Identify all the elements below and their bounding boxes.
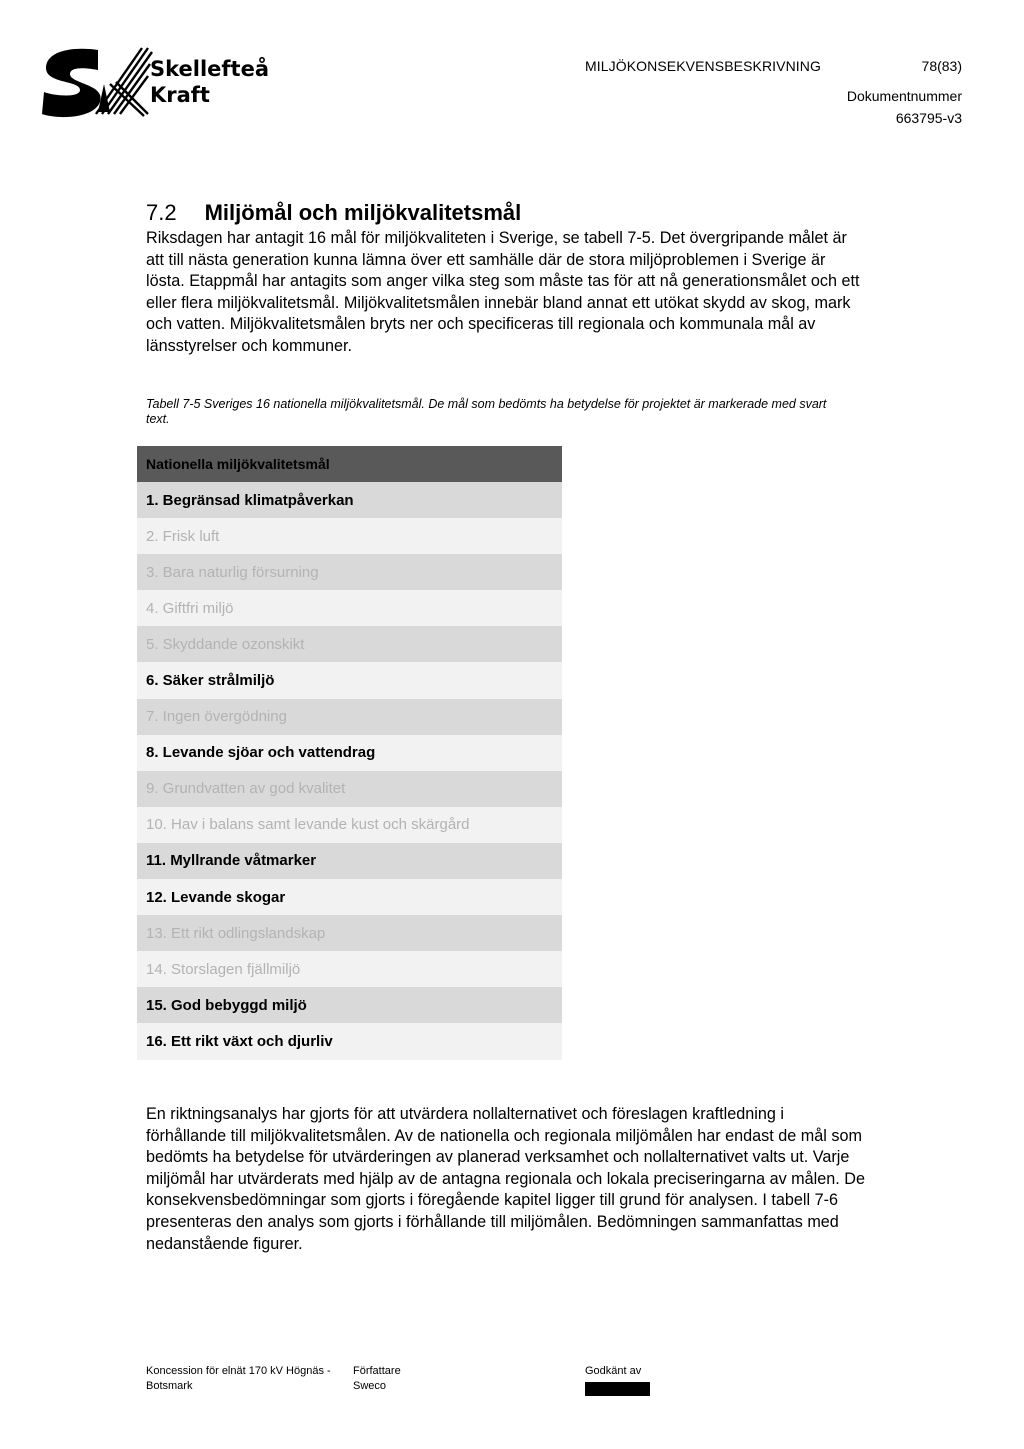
table-row <box>137 771 562 807</box>
table-row <box>137 699 562 735</box>
table-body <box>137 482 562 1060</box>
goal-cell: 9. Grundvatten av god kvalitet <box>137 771 562 807</box>
redacted-approver <box>585 1382 650 1396</box>
table-caption: Tabell 7-5 Sveriges 16 nationella miljökvalitetsmål. De mål som bedömts ha betydelse för projektet är markerade med svart text. <box>146 397 827 426</box>
goal-cell: 14. Storslagen fjällmiljö <box>137 951 562 987</box>
table-row <box>137 951 562 987</box>
goal-cell: 12. Levande skogar <box>137 879 562 915</box>
logo-wordmark <box>150 56 269 108</box>
goal-cell: 11. Myllrande våtmarker <box>137 843 562 879</box>
goal-cell: 10. Hav i balans samt levande kust och skärgård <box>137 807 562 843</box>
footer-author <box>353 1364 401 1394</box>
environmental-goals-table <box>137 446 562 1060</box>
document-number-label: Dokumentnummer <box>846 88 962 104</box>
table-row <box>137 1023 562 1059</box>
footer-author-value: Sweco <box>353 1380 387 1392</box>
table-header: Nationella miljökvalitetsmål <box>137 446 562 482</box>
table-row <box>137 807 562 843</box>
goal-cell: 3. Bara naturlig försurning <box>137 554 562 590</box>
table-row <box>137 987 562 1023</box>
page-number: 78(83) <box>921 58 962 74</box>
goal-cell: 5. Skyddande ozonskikt <box>137 626 562 662</box>
goal-cell: 13. Ett rikt odlingslandskap <box>137 915 562 951</box>
section-number: 7.2 <box>146 200 177 225</box>
table-row <box>137 554 562 590</box>
goal-cell: 4. Giftfri miljö <box>137 590 562 626</box>
table-row <box>137 843 562 879</box>
section-title: Miljömål och miljökvalitetsmål <box>204 200 522 225</box>
table-row <box>137 590 562 626</box>
table-row <box>137 626 562 662</box>
logo-line-1: Skellefteå <box>150 57 269 81</box>
table-row <box>137 915 562 951</box>
goal-cell: 6. Säker strålmiljö <box>137 662 562 698</box>
table-row <box>137 482 562 518</box>
footer-approved-label: Godkänt av <box>585 1365 642 1377</box>
footer-author-label: Författare <box>353 1365 401 1377</box>
goal-cell: 2. Frisk luft <box>137 518 562 554</box>
document-number: 663795-v3 <box>895 110 962 126</box>
table-row <box>137 879 562 915</box>
goal-cell: 1. Begränsad klimatpåverkan <box>137 482 562 518</box>
goal-cell: 16. Ett rikt växt och djurliv <box>137 1023 562 1059</box>
table-row <box>137 662 562 698</box>
goal-cell: 8. Levande sjöar och vattendrag <box>137 735 562 771</box>
intro-paragraph: Riksdagen har antagit 16 mål för miljökvaliteten i Sverige, se tabell 7-5. Det övergripande målet är att till nästa generation kunna lämna över ett samhälle där de stora miljöproblemen i Sverige är lösta. Etappmål har antagits som anger vilka steg som måste tas för att nå generationsmålet och ett eller flera miljökvalitetsmål. Miljökvalitetsmålen innebär bland annat ett utökat skydd av skog, mark och vatten. Miljökvalitetsmålen bryts ner och specificeras till regionala och kommunala mål av länsstyrelser och kommuner. <box>146 229 860 355</box>
document-type: MILJÖKONSEKVENSBESKRIVNING <box>585 58 821 74</box>
table-row <box>137 518 562 554</box>
logo-line-2: Kraft <box>150 83 210 107</box>
table-row <box>137 735 562 771</box>
goal-cell: 15. God bebyggd miljö <box>137 987 562 1023</box>
section-heading <box>146 200 521 226</box>
goal-cell: 7. Ingen övergödning <box>137 699 562 735</box>
analysis-paragraph: En riktningsanalys har gjorts för att utvärdera nollalternativet och föreslagen kraftledning i förhållande till miljökvalitetsmålen. Av de nationella och regionala miljömålen har endast de mål som bedömts ha betydelse för utvärderingen av planerad verksamhet och nollalternativet valts ut. Varje miljömål har utvärderats med hjälp av de antagna regionala och lokala preciseringarna av målen. De konsekvensbedömningar som gjorts i föregående kapitel ligger till grund för analysen. I tabell 7-6 presenteras den analys som gjorts i förhållande till miljömålen. Bedömningen sammanfattas med nedanstående figurer. <box>146 1105 865 1253</box>
footer-project: Koncession för elnät 170 kV Högnäs - Botsmark <box>146 1365 331 1392</box>
